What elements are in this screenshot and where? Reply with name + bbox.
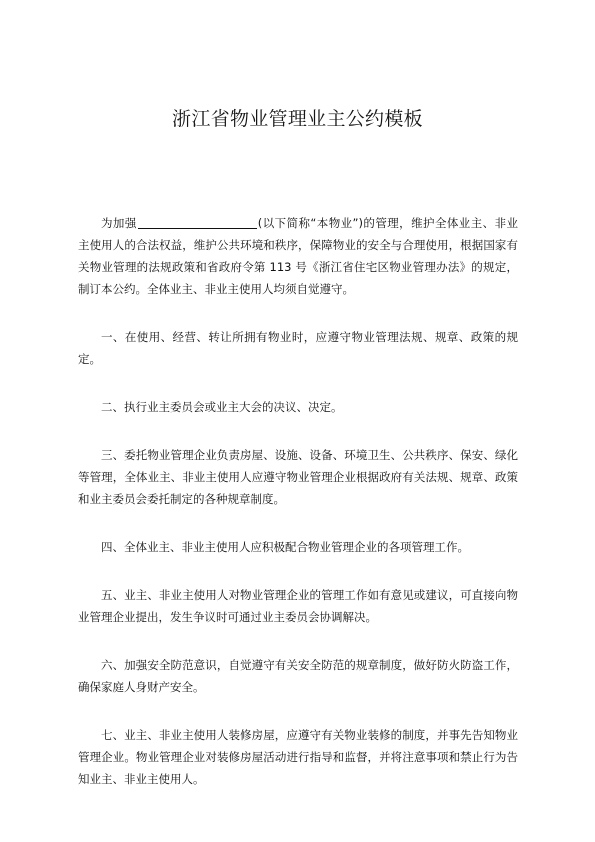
- intro-text-after-blank: (以下简称“本物业”)的管理，维护全体业主、非业主使用人的合法权益，维护公共环境和秩序，保障物业的安全与合理使用，根据国家有关物业管理的法规政策和省政府令第 113 号《浙江省住宅区物业管理办法》的规定，制订本公约。全体业主、非业主使用人均须自觉遵守。: [78, 216, 519, 296]
- clause-4: 四、全体业主、非业主使用人应积极配合物业管理企业的各项管理工作。: [101, 540, 469, 554]
- clause-7: 七、业主、非业主使用人装修房屋，应遵守有关物业装修的制度，并事先告知物业管理企业。物业管理企业对装修房屋活动进行指导和监督，并将注意事项和禁止行为告知业主、非业主使用人。: [78, 728, 518, 786]
- document-title: 浙江省物业管理业主公约模板: [172, 108, 423, 130]
- fill-in-blank-line: [138, 215, 257, 229]
- clause-5: 五、业主、非业主使用人对物业管理企业的管理工作如有意见或建议，可直接向物业管理企业提出，发生争议时可通过业主委员会协调解决。: [78, 588, 518, 624]
- document-body: [78, 212, 518, 816]
- clause-6: 六、加强安全防范意识，自觉遵守有关安全防范的规章制度，做好防火防盗工作，确保家庭人身财产安全。: [78, 658, 518, 694]
- clause-1: 一、在使用、经营、转让所拥有物业时，应遵守物业管理法规、规章、政策的规定。: [78, 330, 518, 366]
- clause-3: 三、委托物业管理企业负责房屋、设施、设备、环境卫生、公共秩序、保安、绿化等管理，全体业主、非业主使用人应遵守物业管理企业根据政府有关法规、规章、政策和业主委员会委托制定的各种规章制度。: [78, 448, 518, 506]
- intro-paragraph: [78, 212, 518, 300]
- clause-2: 二、执行业主委员会或业主大会的决议、决定。: [101, 400, 343, 414]
- intro-text-before-blank: 为加强: [101, 216, 137, 230]
